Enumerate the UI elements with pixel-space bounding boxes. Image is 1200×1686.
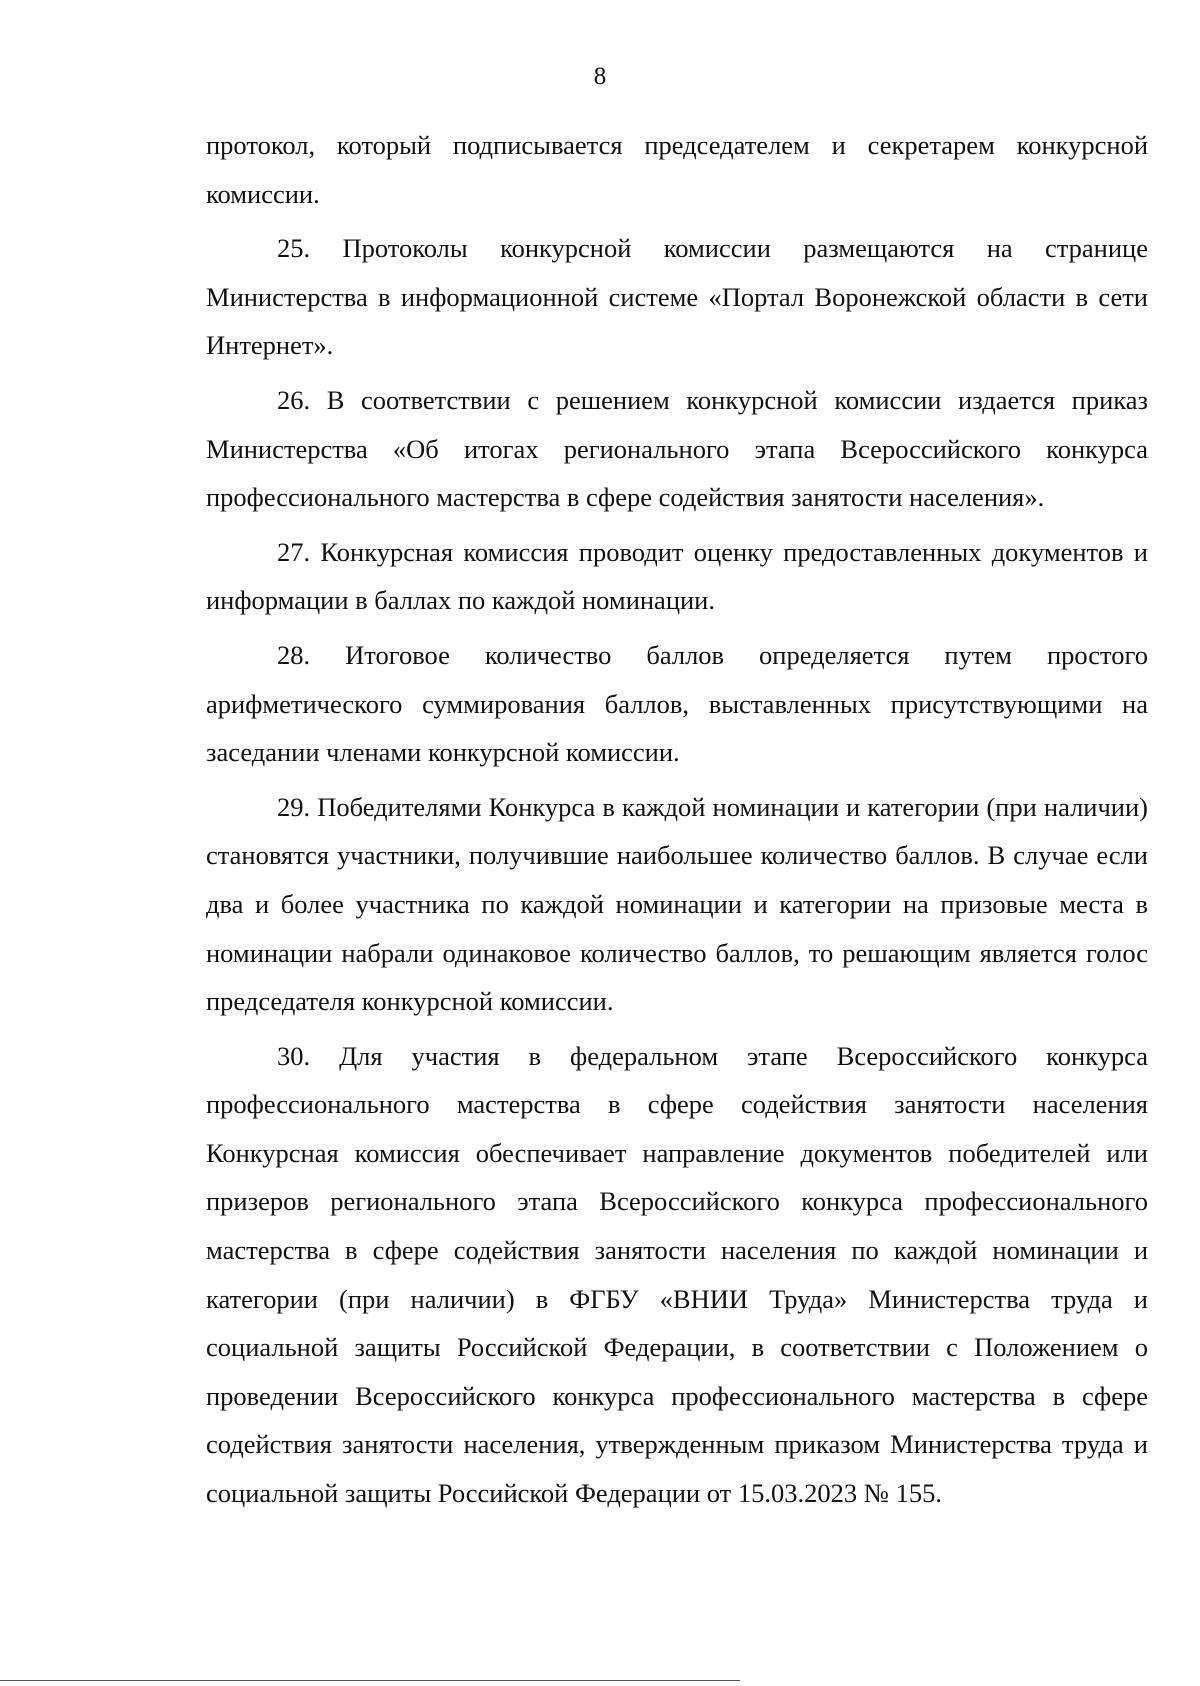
paragraph-26: 26. В соответствии с решением конкурсной комиссии издается приказ Министерства «Об итогах регионального этапа Всероссийского конкурса профессионального мастерства в сфере содействия занятости населения». bbox=[206, 384, 1148, 513]
bottom-scan-line bbox=[0, 1680, 740, 1681]
page-number: 8 bbox=[593, 63, 607, 90]
document-body bbox=[206, 121, 1148, 1518]
paragraph-29: 29. Победителями Конкурса в каждой номинации и категории (при наличии) становятся участники, получившие наибольшее количество баллов. В случае если два и более участника по каждой номинации и категории на призовые места в номинации набрали одинаковое количество баллов, то решающим является голос председателя конкурсной комиссии. bbox=[206, 791, 1148, 1017]
paragraph-27: 27. Конкурсная комиссия проводит оценку предоставленных документов и информации в баллах по каждой номинации. bbox=[206, 536, 1148, 616]
paragraph-continuation: протокол, который подписывается председателем и секретарем конкурсной комиссии. bbox=[206, 130, 1148, 209]
paragraph-28: 28. Итоговое количество баллов определяется путем простого арифметического суммирования баллов, выставленных присутствующими на заседании членами конкурсной комиссии. bbox=[206, 639, 1148, 768]
paragraph-30: 30. Для участия в федеральном этапе Всероссийского конкурса профессионального мастерства в сфере содействия занятости населения Конкурсная комиссия обеспечивает направление документов победителей или призеров регионального этапа Всероссийского конкурса профессионального мастерства в сфере содействия занятости населения по каждой номинации и категории (при наличии) в ФГБУ «ВНИИ Труда» Министерства труда и социальной защиты Российской Федерации, в соответствии с Положением о проведении Всероссийского конкурса профессионального мастерства в сфере содействия занятости населения, утвержденным приказом Министерства труда и социальной защиты Российской Федерации от 15.03.2023 № 155. bbox=[206, 1040, 1148, 1509]
paragraph-25: 25. Протоколы конкурсной комиссии размещаются на странице Министерства в информационной системе «Портал Воронежской области в сети Интернет». bbox=[206, 233, 1148, 361]
